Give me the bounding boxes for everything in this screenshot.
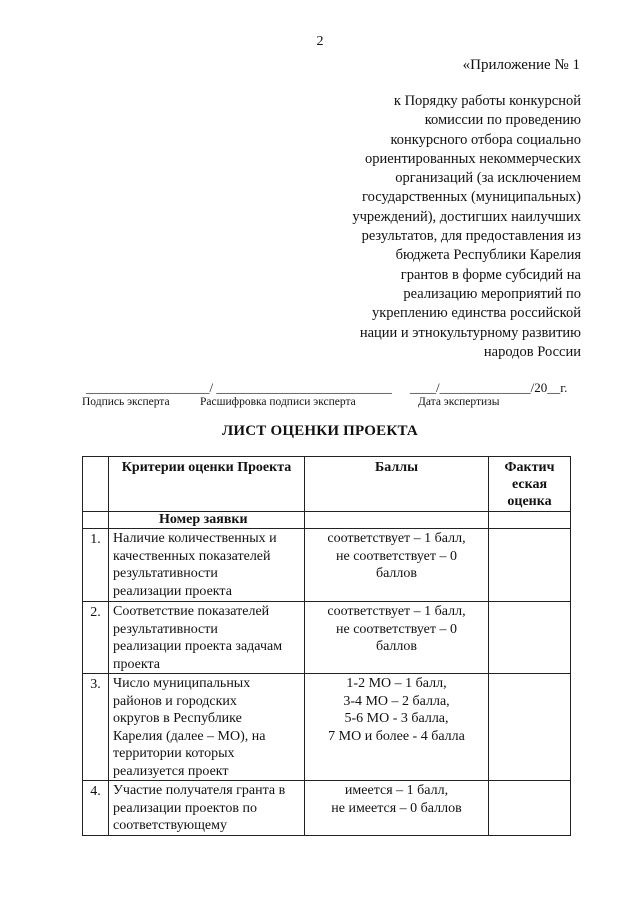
- row-number: 4.: [83, 781, 109, 836]
- score-line: соответствует – 1 балл,: [327, 531, 466, 546]
- score-line: баллов: [375, 566, 418, 581]
- header-actual-line: оценка: [507, 494, 552, 509]
- criteria-line: соответствующему: [113, 818, 227, 833]
- score-line: 5-6 МО - 3 балла,: [344, 711, 449, 726]
- criteria-line: реализации проектов по: [113, 800, 257, 816]
- criteria-line: Участие получателя гранта в: [113, 783, 286, 798]
- criteria-line: результативности: [113, 621, 218, 637]
- row-number: 3.: [83, 674, 109, 781]
- evaluation-table: [82, 456, 571, 836]
- actual-score-cell: [489, 674, 571, 781]
- score-line: 1-2 МО – 1 балл,: [346, 676, 447, 691]
- appendix-line: конкурсного отбора социально: [390, 131, 581, 148]
- criteria-cell: [109, 781, 305, 836]
- criteria-cell: [109, 602, 305, 674]
- score-cell: [305, 529, 489, 602]
- criteria-line: реализуется проект: [113, 763, 229, 779]
- criteria-line: Карелия (далее – МО), на: [113, 728, 266, 744]
- expert-signature-label: Подпись эксперта: [82, 396, 170, 408]
- criteria-cell: [109, 674, 305, 781]
- criteria-line: результативности: [113, 566, 218, 581]
- score-line: баллов: [375, 639, 418, 654]
- date-field-line: ____/______________/20__г.: [410, 380, 568, 395]
- appendix-line: нации и этнокультурному развитию: [359, 324, 581, 341]
- row-number: 1.: [83, 529, 109, 602]
- appendix-line: народов России: [483, 343, 581, 360]
- score-line: 7 МО и более - 4 балла: [328, 728, 465, 744]
- criteria-line: территории которых: [113, 746, 235, 761]
- score-cell: [305, 781, 489, 836]
- criteria-line: реализации проекта: [113, 583, 232, 599]
- criteria-line: Соответствие показателей: [113, 604, 270, 619]
- table-row: [83, 781, 571, 836]
- appendix-line: комиссии по проведению: [424, 112, 581, 129]
- criteria-line: проекта: [113, 656, 160, 672]
- page-number: 2: [316, 34, 324, 49]
- document-title: ЛИСТ ОЦЕНКИ ПРОЕКТА: [222, 423, 418, 439]
- actual-score-cell: [489, 781, 571, 836]
- header-number-cell: [83, 457, 109, 512]
- appendix-line: организаций (за исключением: [395, 170, 581, 187]
- score-line: не соответствует – 0: [336, 548, 457, 564]
- score-line: соответствует – 1 балл,: [327, 604, 466, 619]
- criteria-cell: [109, 529, 305, 602]
- expertise-date-label: Дата экспертизы: [418, 396, 500, 408]
- criteria-line: качественных показателей: [113, 548, 271, 564]
- criteria-line: Число муниципальных: [113, 676, 251, 691]
- table-row: [83, 529, 571, 602]
- appendix-line: грантов в форме субсидий на: [400, 266, 581, 283]
- header-criteria: Критерии оценки Проекта: [109, 457, 305, 512]
- signature-decoding-label: Расшифровка подписи эксперта: [200, 396, 356, 408]
- criteria-line: округов в Республике: [113, 711, 242, 726]
- table-cell: [83, 512, 109, 529]
- appendix-line: укреплению единства российской: [371, 305, 581, 322]
- criteria-line: районов и городских: [113, 693, 237, 709]
- application-number-label: Номер заявки: [109, 512, 305, 529]
- score-line: имеется – 1 балл,: [344, 783, 449, 798]
- appendix-line: бюджета Республики Карелия: [395, 247, 581, 264]
- header-actual-line: Фактич: [504, 460, 555, 475]
- table-row: [83, 602, 571, 674]
- appendix-title: «Приложение № 1: [462, 57, 580, 73]
- appendix-line: ориентированных некоммерческих: [364, 150, 581, 167]
- appendix-line: к Порядку работы конкурсной: [393, 93, 581, 109]
- table-cell: [305, 512, 489, 529]
- score-line: не имеется – 0 баллов: [331, 800, 462, 816]
- criteria-line: Наличие количественных и: [113, 531, 277, 546]
- appendix-line: результатов, для предоставления из: [361, 228, 581, 245]
- application-number-row: [83, 512, 571, 529]
- actual-score-cell: [489, 602, 571, 674]
- score-cell: [305, 674, 489, 781]
- row-number: 2.: [83, 602, 109, 674]
- actual-score-cell: [489, 529, 571, 602]
- application-number-value-cell: [489, 512, 571, 529]
- criteria-line: реализации проекта задачам: [113, 639, 283, 654]
- header-actual-line: еская: [511, 477, 548, 492]
- score-cell: [305, 602, 489, 674]
- signature-fields-line: ___________________/ ___________________________: [86, 380, 392, 395]
- appendix-line: государственных (муниципальных): [362, 189, 581, 206]
- table-header-row: [83, 457, 571, 512]
- header-actual-score: [489, 457, 571, 512]
- score-line: не соответствует – 0: [336, 621, 457, 637]
- table-row: [83, 674, 571, 781]
- appendix-line: учреждений), достигших наилучших: [352, 208, 581, 225]
- appendix-line: реализацию мероприятий по: [403, 285, 581, 302]
- score-line: 3-4 МО – 2 балла,: [343, 693, 450, 709]
- appendix-reference-text: [311, 92, 581, 362]
- header-score: Баллы: [305, 457, 489, 512]
